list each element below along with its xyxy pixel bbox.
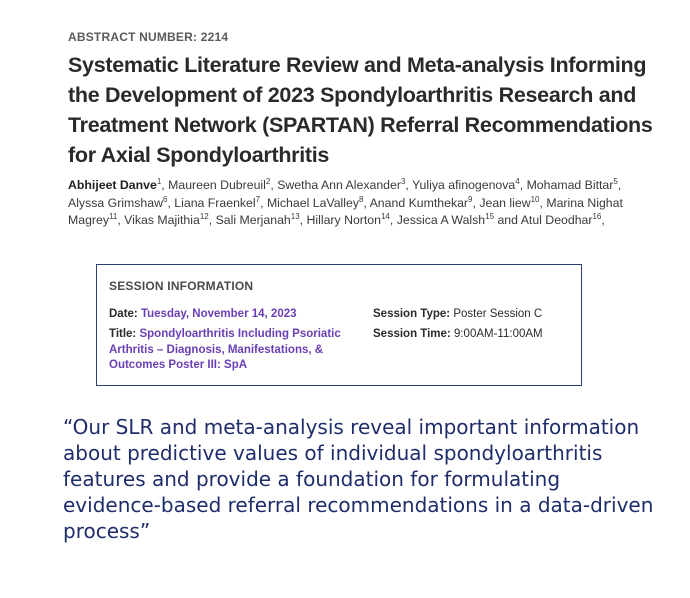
abstract-number: ABSTRACT NUMBER: 2214: [68, 30, 229, 44]
session-time-row: [373, 327, 543, 343]
author-separator: and: [494, 213, 521, 227]
author-affiliation: 1: [156, 176, 162, 186]
session-date-label: Date:: [109, 308, 138, 320]
author: [68, 196, 174, 210]
author-separator: ,: [208, 213, 216, 227]
author-name: Atul Deodhar: [520, 213, 593, 227]
author-name: Hillary Norton: [306, 213, 381, 227]
session-type-value: Poster Session C: [453, 308, 543, 320]
session-info-box: [96, 264, 582, 386]
author-name: Jean liew: [479, 195, 531, 210]
author-affiliation: 3: [400, 176, 406, 186]
author: [68, 178, 168, 192]
author-name: Liana Fraenkel: [174, 195, 256, 210]
author-name: Vikas Majithia: [124, 213, 200, 227]
author-affiliation: 7: [255, 194, 261, 204]
author-name: Anand Kumthekar: [369, 195, 469, 210]
author-affiliation: 6: [162, 194, 168, 204]
author-affiliation: 5: [613, 176, 618, 186]
author: [307, 213, 397, 227]
author-name: Swetha Ann Alexander: [277, 178, 401, 192]
session-date-row: [109, 307, 297, 323]
author: [479, 196, 546, 210]
author-affiliation: 10: [530, 194, 540, 204]
author-separator: ,: [363, 195, 370, 210]
author-separator: ,: [167, 195, 175, 210]
author-affiliation: 4: [515, 176, 520, 186]
author: [370, 196, 480, 210]
author-name: Alyssa Grimshaw: [68, 195, 163, 210]
author-separator: ,: [389, 213, 397, 227]
author-affiliation: 13: [290, 211, 300, 221]
author-separator: ,: [472, 195, 480, 210]
author-name: Sali Merjanah: [215, 213, 291, 227]
author-separator: ,: [539, 195, 547, 210]
session-heading: SESSION INFORMATION: [109, 279, 254, 293]
author-name: Yuliya afinogenova: [412, 178, 516, 192]
author-name: Michael LaValley: [266, 195, 359, 210]
abstract-title: Systematic Literature Review and Meta-analysis Informing the Development of 2023 Spondyloarthritis Research and Treatment Network (SPARTAN) Referral Recommendations for Axial Spondyloarthritis: [68, 53, 653, 167]
author: [216, 213, 307, 227]
author-separator: ,: [601, 213, 605, 227]
author: [527, 178, 622, 192]
session-time-label: Session Time:: [373, 328, 451, 340]
author-affiliation: 16: [592, 211, 602, 221]
session-title-row: [109, 327, 354, 374]
author-separator: ,: [270, 178, 278, 192]
session-type-row: [373, 307, 542, 323]
author-affiliation: 14: [380, 211, 390, 221]
session-date-link[interactable]: Tuesday, November 14, 2023: [140, 308, 297, 320]
author-separator: ,: [405, 178, 413, 192]
author: [521, 213, 605, 227]
author-affiliation: 8: [358, 194, 364, 204]
author-affiliation: 9: [468, 194, 473, 204]
author: [174, 196, 267, 210]
author-affiliation: 12: [199, 211, 209, 221]
author-separator: ,: [617, 178, 622, 192]
author-separator: ,: [299, 213, 307, 227]
author-affiliation: 15: [485, 211, 495, 221]
author-separator: ,: [117, 213, 125, 227]
author-affiliation: 2: [265, 176, 271, 186]
author-name: Mohamad Bittar: [526, 178, 614, 192]
session-type-label: Session Type:: [373, 308, 451, 320]
author-list: [68, 177, 648, 230]
author-name: Jessica A Walsh: [396, 213, 486, 227]
author-name: Maureen Dubreuil: [168, 178, 266, 192]
author-separator: ,: [260, 195, 267, 210]
author-separator: ,: [161, 178, 169, 192]
author-name: Marina Nighat Magrey: [68, 195, 623, 227]
author: [168, 178, 277, 192]
author-affiliation: 11: [109, 211, 118, 221]
highlight-quote: “Our SLR and meta-analysis reveal important information about predictive values of individual spondyloarthritis features and provide a foundation for formulating evidence-based referral recommendations in a data-driven process”: [63, 415, 654, 543]
author: [277, 178, 412, 192]
author: [397, 213, 521, 227]
session-title-label: Title:: [109, 328, 137, 340]
author-name: Abhijeet Danve: [68, 178, 157, 192]
author-separator: ,: [519, 178, 527, 192]
author: [412, 178, 527, 192]
session-title-link[interactable]: Spondyloarthritis Including Psoriatic Arthritis – Diagnosis, Manifestations, & Outcomes Poster III: SpA: [109, 328, 341, 371]
session-time-value: 9:00AM-11:00AM: [453, 328, 543, 340]
author: [124, 213, 215, 227]
author: [267, 196, 370, 210]
